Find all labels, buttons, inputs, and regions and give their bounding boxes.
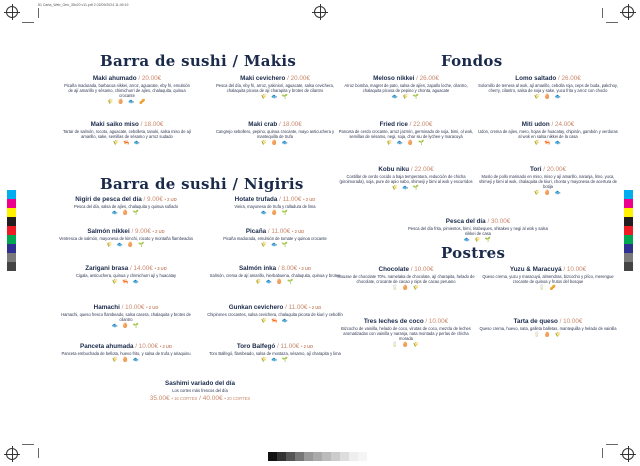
allergen-icons: 🐟 🥚 🌱 (111, 323, 141, 330)
allergen-icons: 🐟 🌾 🌱 (463, 237, 493, 244)
crop-mark (602, 448, 603, 458)
section-title-makis: Barra de sushi / Makis (100, 52, 297, 70)
allergen-icons: 🌾 🦐 🐟 (111, 279, 141, 286)
menu-item-meloso-nikkei: Meloso nikkei / 26.00€ Arroz bomba, magret de pato, salsa de ajíes, zapallo loche, cilantro, chalaquita picosa de pepino y chonta, aguacate 🐟 🌾 🌱 (336, 75, 476, 100)
menu-item-salmon-inka: Salmón inka / 8.00€ • 2 UD Salmón, crema de ají amarillo, hierbabuena, chalaquita, quinua y brotes 🌾 🐟 🥚 🌱 (205, 265, 345, 285)
registration-mark (622, 6, 634, 18)
crop-mark (606, 22, 618, 23)
allergen-icons: 🌾 🐟 🥚 🌱 (106, 242, 146, 249)
menu-item-tarta-de-queso: Tarta de queso / 10.00€ Queso crema, huevo, nata, galleta balletas, mantequilla y helado de vainilla 🥛 🥚 🌾 (479, 318, 617, 339)
section-title-fondos: Fondos (441, 52, 503, 70)
crop-mark (38, 8, 39, 18)
registration-mark (6, 448, 18, 460)
menu-item-fried-rice: Fried rice / 22.00€ Panceta de cerdo crocante, arroz jazmín, germinado de soja, bimi, ol wok, semillas de sésamo, negi, soja, char siu de lychee y maracuyá 🌾 🐟 🥚 🌱 (336, 121, 476, 146)
allergen-icons: 🥛 🥚 🌾 (391, 285, 421, 292)
menu-item-yuzu-maracuya: Yuzu & Maracuyá / 10.00€ Queso crema, yuzu y maracuyá, almendras, bizcocho y plíco, merengue crocante de quinoa y frutos del bosque 🥛 🥜 (478, 266, 618, 291)
menu-item-panceta-ahumada: Panceta ahumada / 10.00€ • 2 UD Panceta embuchada de bellota, huevo frito, y salsa de trufa y ariaquinu 🌾 🥚 🐟 (56, 343, 196, 363)
menu-item-hotate-trufada: Hotate trufada / 11.00€ • 2 UD Vieira, mayonesa de trufa y ralladura de lima 🐟 🥚 🌱 (205, 196, 345, 216)
menu-item-tres-leches: Tres leches de coco / 10.00€ Bizcocho de vainilla, helado de coco, virutas de coco, mezcla de leches aromatizadas con vainilla y naranja, nata montada y perlas de chicha morada 🥛 🥚 🌾 (336, 318, 476, 348)
allergen-icons: 🌾 🥚 🐟 (111, 357, 141, 364)
allergen-icons: 🥛 🥚 🌾 (391, 342, 421, 349)
menu-item-gunkan-cevichero: Gunkan cevichero / 11.00€ • 2 UD Chipirones crocantes, salsa cevichera, chalaquita picosa de kiuri y cebollín 🌾 🦐 🐟 (205, 304, 345, 324)
allergen-icons: 🌾 🐟 🌱 (260, 94, 290, 101)
allergen-icons: 🌾 🥚 🐟 (260, 140, 290, 147)
menu-item-miti-udon: Miti udon / 24.00€ Udon, crema de ajíes, mero, hojas de huacatay, chipirón, gambón y verduras al wok en salsa nikkei de la casa 🌾 🦐 🐟 (478, 121, 618, 147)
menu-item-pesca-del-dia: Pesca del día / 30.00€ Pesca del día frita, pimientos, bimi, tirabeques, shitakes y negi al wok y salsa nikkei de casa 🐟 🌾 🌱 (408, 218, 548, 244)
allergen-icons: 🌾 🦐 🐟 (260, 318, 290, 325)
registration-mark (622, 448, 634, 460)
crop-mark (38, 448, 39, 458)
allergen-icons: 🐟 🥚 🌱 (260, 210, 290, 217)
allergen-icons: 🌾 🐟 🌱 (391, 185, 421, 192)
allergen-icons: 🌾 🐟 🥚 🌱 (386, 140, 426, 147)
menu-item-tori: Tori / 20.00€ Muslo de pollo marinado en miso, miso y ají amarillo, naranja, limo, yuca, shimeji y bimi al wok, chalaquita de kiuri, chonta y mayonesa de acertura de botija 🌾 🥚 🐟 (479, 166, 617, 197)
menu-item-kobu-niku: Kobu niku / 22.00€ Costillar de cerdo cocido a baja temperatura, reducción de chicha (piroimorada), soja, pure de apio nabo, shimeiji y bimi al wok y escurridos 🌾 🐟 🌱 (336, 166, 476, 191)
menu-item-picana: Picaña / 11.00€ • 2 UD Picaña madurada, emulsión de tomate y quinoa crocante 🌾 🐟 🌱 (205, 228, 345, 248)
allergen-icons: 🌾 🥚 🐟 🥜 (107, 99, 147, 106)
registration-mark (314, 6, 326, 18)
allergen-icons: 🥛 🥜 (538, 285, 558, 292)
menu-item-salmon-nikkei: Salmón nikkei / 9.00€ • 2 UD Ventresca de salmón, mayonesa de kimchi, rocoto y montaña flambeados 🌾 🐟 🥚 🌱 (56, 228, 196, 248)
allergen-icons: 🌾 🦐 🐟 (533, 140, 563, 147)
crop-mark (22, 22, 34, 23)
allergen-icons: 🌾 🥚 🐟 (533, 94, 563, 101)
print-info: 81 Carta_Web_Gen_35x20 v11.pdf 2 02/09/2024 11:49:19 (38, 3, 129, 7)
menu-item-maki-ahumado: Maki ahumado / 20.00€ Picaña madurada, barbacoa nikkei, arroz, aguacate, eby fri, emulsión de ají amarillo y sésamo, chimichurri de ajíes, chalaquita, quinua crocante 🌾 🥚 🐟 🥜 (62, 75, 192, 105)
color-bar-left (7, 190, 16, 271)
allergen-icons: 🌾 🐟 🥚 🌱 (255, 279, 295, 286)
menu-item-maki-crab: Maki crab / 18.00€ Cangrejo sebollero, pepino, quinua crocante, mayo anticuchera y mantequilla de trufa 🌾 🥚 🐟 (210, 121, 340, 146)
section-title-postres: Postres (441, 244, 506, 262)
allergen-icons: 🌾 🥚 🐟 (533, 190, 563, 197)
crop-mark (606, 444, 618, 445)
crop-mark (602, 8, 603, 18)
allergen-icons: 🐟 🥚 🌱 (111, 210, 141, 217)
crop-mark (22, 444, 34, 445)
menu-item-lomo-saltado: Lomo saltado / 26.00€ Solomillo de ternera al wok, ají amarillo, cebolla roja, ceps de buda, pakchoy, cherry, cilantro, salsa de soja y sake, yuca frita y arroz con choclo 🌾 🥚 🐟 (478, 75, 618, 101)
menu-item-toro-balfego: Toro Balfegó / 11.00€ • 2 UD Toro Balfegó, flambeado, salsa de mostaza, sésamo, ají charapita y lima 🌾 🐟 🌱 (205, 343, 345, 363)
allergen-icons: 🐟 🌾 🌱 (391, 94, 421, 101)
allergen-icons: 🌾 🦐 🐟 (112, 140, 142, 147)
allergen-icons: 🥛 🥚 🌾 (533, 332, 563, 339)
menu-item-sashimi: Sashimi variado del día Los cortes más frescos del día 35.00€ • 16 CORTES / 40.00€ • 20 CORTES (149, 380, 251, 403)
menu-item-maki-cevichero: Maki cevichero / 20.00€ Pesca del día, eby fri, arroz, yakiniori, aguacate, salsa cevichera, chalaquita picosa de ají charapita y brotes de cilantro 🌾 🐟 🌱 (210, 75, 340, 100)
menu-item-hamachi: Hamachi / 10.00€ • 2 UD Hamachi, queso fresco flambeado, salsa casera, chalaquita y brotes de cilantro 🐟 🥚 🌱 (56, 304, 196, 329)
section-title-nigiris: Barra de sushi / Nigiris (100, 175, 304, 193)
menu-item-maki-saiko-miso: Maki saiko miso / 18.00€ Tartar de salmón, rocoto, aguacate, cebolleta, tanuki, salsa miso de ají amarillo, sake, semillas de sésamo y arroz sudado 🌾 🦐 🐟 (63, 121, 191, 147)
registration-mark (6, 6, 18, 18)
gray-scale-bar (268, 452, 367, 461)
menu-item-nigiri-pesca: Nigiri de pesca del día / 9.00€ • 2 UD Pesca del día, salsa de ajíes, chalaquita y quinua sufiado 🐟 🥚 🌱 (56, 196, 196, 216)
menu-item-zarigani-brasa: Zarigani brasa / 14.00€ • 3 UD Cigala, anticuchera, quinua y chimichurri ají y huacatay 🌾 🦐 🐟 (56, 265, 196, 285)
allergen-icons: 🌾 🐟 🌱 (260, 357, 290, 364)
allergen-icons: 🌾 🐟 🌱 (260, 242, 290, 249)
menu-item-chocolate: Chocolate / 10.00€ Mousse de chocolate 70%, namelaka de chocolate, ají charapita, helado de chocolate, crocante de cacao y nips de cacao peruano 🥛 🥚 🌾 (337, 266, 475, 292)
color-bar-right (624, 190, 633, 271)
